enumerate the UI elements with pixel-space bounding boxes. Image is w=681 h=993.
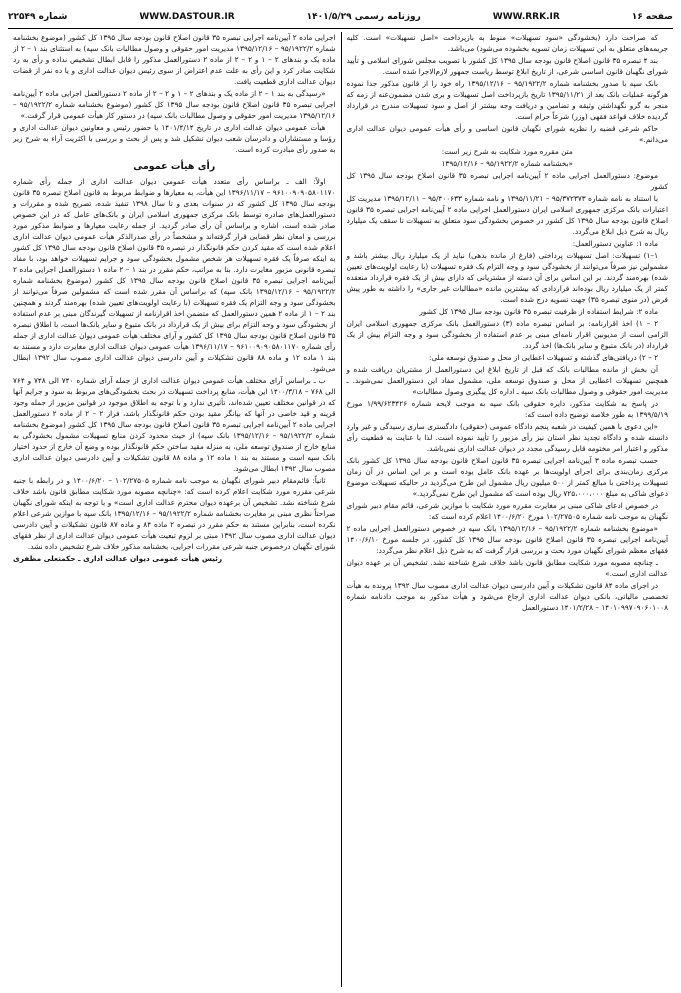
paragraph: «بخشنامه شماره ۹۵/۱۹۲۲/۲ – ۱۳۹۵/۱۲/۱۶ <box>441 159 573 168</box>
paragraph: حاکم شرعی قضیه را نظریه شورای نگهبان قانون اساسی و رأی هیأت عمومی دیوان عدالت اداری می‌دانم.» <box>346 124 668 144</box>
paragraph: در خصوص ادعای شاکی مبنی بر مغایرت مقرره مورد شکایت با موازین شرعی، قائم مقام دبیر شورای نگهبان به موجب نامه شماره ۱۰۲/۲۷۵۰۵ مورخ ۱۴۰۰/۶/۲۰ اعلام کرده است که: <box>346 501 668 521</box>
paragraph: «موضوع بخشنامه شماره ۹۵/۱۹۲۲/۲ – ۱۳۹۵/۱۲/۱۶ بانک سپه در خصوص دستورالعمل اجرایی ماده ۲ آیین‌نامه اجرایی تبصره ۳۵ قانون اصلاح قانون بودجه سال ۱۳۹۵ کل کشور، در جلسه مورخ ۱۴۰۰/۶/۱۰ فقهای معظم شورای نگهبان مورد بحث و بررسی قرار گرفت که به شرح ذیل اعلام نظر می‌گردد: <box>346 524 668 555</box>
paragraph: ماده ۱: عناوین دستورالعمل: <box>572 239 658 248</box>
left-column <box>8 32 341 987</box>
paragraph: ثانیاً: قائم‌مقام دبیر شورای نگهبان به موجب نامه شماره ۱۰۲/۲۷۵۰۵ – ۱۴۰۰/۶/۲۰ و در رابطه با جنبه شرعی مقرره مورد شکایت اعلام کرده است که: «چنانچه مصوبه مورد شکایت مطابق قانون باشد خلاف شرع شناخته نشد. تشخیص آن برعهده دیوان محترم عدالت اداری است» و با توجه به اینکه شورای نگهبان صراحتاً نظری مبنی بر مغایرت بخشنامه شماره ۹۵/۱۹۲۲/۲ – ۱۳۹۵/۱۲/۱۶ بانک سپه با موازین شرعی اعلام نکرده است، بنابراین مستند به حکم مقرر در تبصره ۲ ماده ۸۴ و ماده ۸۷ قانون تشکیلات و آیین دادرسی دیوان عدالت اداری مصوب سال ۱۳۹۲ مبنی بر لزوم تبعیت هیأت عمومی دیوان عدالت اداری از نظر فقهای شورای نگهبان درخصوص جنبه شرعی مقررات اجرایی، بخشنامه مذکور خلاف شرع تشخیص داده نشد. <box>13 476 336 551</box>
signature: رئیس هیأت عمومی دیوان عدالت اداری ـ حکمتعلی مظفری <box>13 554 223 563</box>
page-number: صفحه ۱۶ <box>631 12 673 22</box>
right-column <box>341 32 674 987</box>
paragraph: اولاً: الف ـ براساس رأی متعدد هیأت عمومی دیوان عدالت اداری از جمله رأی شماره ۹۶۱۰۰۹۰۹۰۵۸۰۱۱۷۰ – ۱۳۹۶/۱۱/۱۷ این هیأت، به معیارها و ضوابط مربوط به قانون اصلاح تبصره ۳۵ قانون بودجه سال ۱۳۹۵ کل کشور که در سنوات بعدی و تا سال ۱۳۹۸ تنفیذ شده، تصریح شده و مقررات و دستورالعمل‌های صادره توسط بانک مرکزی جمهوری اسلامی ایران و بانک‌های عامل که در این خصوص صادر شده است، اشاره و براساس آن رأی صادر گردید. از جمله رعایت معیارها و ضوابط مذکور مورد بررسی و امعان نظر قضایی قرار گرفته‌اند و مشخصاً در رأی صدرالذکر هیأت عمومی دیوان عدالت اداری اعلام شده است که مقید کردن حکم قانونگذار در تبصره ۳۵ قانون اصلاح قانون بودجه سال ۱۳۹۵ کل کشور به اینکه صرفاً یک فقره تسهیلات هر شخص مشمول بخشودگی سود و جرایم تسهیلات خواهد بود، با مفاد تبصره قانونی مزبور مغایرت دارد. بنا به مراتب، حکم مقرر در بند ۱ – ۲ ماده ۱ دستورالعمل اجرایی ماده ۲ آیین‌نامه اجرایی تبصره ۳۵ قانون اصلاح قانون بودجه سال ۱۳۹۵ کل کشور (موضوع بخشنامه شماره ۹۵/۱۹۲۲/۲ – ۱۳۹۵/۱۲/۱۶ بانک سپه) که براساس آن مقرر شده است که مشمولین صرفاً می‌توانند از بخشودگی سود و وجه التزام یک فقره تسهیلات (با رعایت اولویت‌های تعیین شده) بهره‌مند گردند و همچنین بند ۲ – ۱ از ماده ۲ همین دستورالعمل که متضمن اخذ اقرارنامه از تسهیلات گیرندگان مبنی بر عدم استفاده از بخشودگی سود و وجه التزام برای بیش از یک قرارداد در بانک متبوع و سایر بانک‌ها است، با اطلاق تبصره ۳۵ قانون اصلاح قانون بودجه سال ۱۳۹۵ کل کشور و آرای مختلف هیأت عمومی دیوان عدالت اداری از جمله رأی شماره ۹۶۱۰۰۹۰۹۰۵۸۰۱۱۷۰ – ۱۳۹۶/۱۱/۱۷ هیأت عمومی دیوان عدالت اداری مغایرت دارد و مستند به بند ۱ ماده ۱۲ و ماده ۸۸ قانون تشکیلات و آیین دادرسی دیوان عدالت اداری مصوب سال ۱۳۹۲ ابطال می‌شود. <box>13 177 336 373</box>
paragraph: ماده ۲: شرایط استفاده از ظرفیت تبصره ۳۵ قانون بودجه سال ۱۳۹۵ کل کشور <box>419 307 658 316</box>
paragraph: «رسیدگی به بند ۱ – ۲ از ماده یک و بندهای ۲ – ۱ و ۲ – ۲ از ماده ۲ دستورالعمل اجرایی ماده ۲ آیین‌نامه اجرایی تبصره ۳۵ قانون اصلاح قانون بودجه سال ۱۳۹۵ کل کشور (موضوع بخشنامه شماره ۹۵/۱۹۲۲/۲ – ۱۳۹۵/۱۲/۱۶ مدیریت امور حقوقی و وصول مطالبات بانک سپه) در دستور کار هیأت عمومی قرار گرفت.» <box>13 89 336 120</box>
paragraph: ۲ – ۲) دریافتی‌های گذشته و تسهیلات اعطایی از محل و صندوق توسعه ملی: <box>428 353 658 362</box>
paragraph: ـ چنانچه مصوبه مورد شکایت مطابق قانون باشد خلاف شرع شناخته نشد. تشخیص آن بر عهده دیوان عدالت اداری است.» <box>346 558 668 578</box>
paragraph: که صراحت دارد (بخشودگی «سود تسهیلات» منوط به بازپرداخت «اصل تسهیلات» است. کلیه جریمه‌های متعلق به این تسهیلات زمان تسویه بخشوده می‌شود) می‌باشد. <box>346 33 668 53</box>
paragraph: آن بخش از مانده مطالبات بانک که قبل از تاریخ ابلاغ این دستورالعمل از مشتریان دریافت شده و همچنین تسهیلات اعطایی از محل و صندوق توسعه ملی، مشمول مفاد این دستورالعمل نمی‌شوند. ـ مدیریت امور حقوقی و وصول مطالبات بانک سپه ـ اداره کل پیگیری وصول مطالبات» <box>346 365 668 396</box>
paragraph: هیأت عمومی دیوان عدالت اداری در تاریخ ۱۴۰۱/۴/۱۴ با حضور رئیس و معاونین دیوان عدالت اداری و رؤسا و مستشاران و دادرسان شعب دیوان تشکیل شد و پس از بحث و بررسی با اکثریت آراء به شرح زیر به صدور رأی مبادرت کرده است. <box>13 123 336 154</box>
paragraph: ۲ – ۱) اخذ اقرارنامه: بر اساس تبصره ماده (۳) دستورالعمل بانک مرکزی جمهوری اسلامی ایران الزامی است از مدیونین اقرار نامه‌ای مبنی بر عدم استفاده از بخشودگی سود و وجه التزام بیش از یک قرارداد (در بانک متبوع و سایر بانک‌ها) اخذ گردد. <box>346 319 668 350</box>
paragraph: موضوع: دستورالعمل اجرایی ماده ۲ آیین‌نامه اجرایی تبصره ۳۵ قانون اصلاح بودجه سال ۱۳۹۵ کل کشور <box>346 171 668 191</box>
site-link-rrk[interactable]: WWW.RRK.IR <box>492 12 560 22</box>
paragraph: ب ـ براساس آرای مختلف هیأت عمومی دیوان عدالت اداری از جمله آرای شماره ۷۴۰ الی ۷۴۸ و ۷۶۴ الی ۷۶۸ – ۱۴۰۰/۳/۱۸ این هیأت، منابع پرداخت تسهیلات در بحث بخشودگی‌های مربوط به سود و جرایم آنها که در قوانین مختلف تعیین شده‌اند، تأثیری ندارد و با توجه به اطلاق موجود در قوانین مزبور از جمله وجود قرینه و قید خاصی در آنها که بیانگر مقید بودن حکم قانونگذار باشد، فراز ۲ – ۲ از ماده ۲ دستورالعمل اجرایی ماده ۲ آیین‌نامه اجرایی تبصره ۳۵ قانون اصلاح قانون بودجه سال ۱۳۹۵ کل کشور (موضوع بخشنامه شماره ۹۵/۱۹۲۲/۲ – ۱۳۹۵/۱۲/۱۶ بانک سپه) از حیث محدود کردن منابع تسهیلات مشمول بخشودگی به منابع خارج از صندوق توسعه ملی، به منزله مقید ساختن حکم قانونگذار بوده و وضع آن خارج از حدود اختیار بانک سپه است و مستند به بند ۱ ماده ۱۲ و ماده ۸۸ قانون تشکیلات و آیین دادرسی دیوان عدالت اداری مصوب سال ۱۳۹۲ ابطال می‌شود. <box>13 376 336 473</box>
paragraph: بند ۴ تبصره ۳۵ قانون اصلاح قانون بودجه سال ۱۳۹۵ کل کشور با تصویب مجلس شورای اسلامی و تأیید شورای نگهبان قانون اساسی شرعی، از تاریخ ابلاغ توسط ریاست جمهور لازم‌الاجرا شده است. <box>346 56 668 76</box>
paragraph: در پاسخ به شکایت مذکور، دایره حقوقی بانک سپه به موجب لایحه شماره ۱/۹۹/۶۲۳۴۲۶ مورخ ۱۳۹۹/۵/۱۹ به طور خلاصه توضیح داده است که: <box>346 399 668 419</box>
article-columns <box>8 32 673 987</box>
paragraph: «این دعوی با همین کیفیت در شعبه پنجم دادگاه عمومی (حقوقی) دادگستری ساری رسیدگی و غیر وارد دانسته شده و دادگاه تجدید نظر استان نیز رأی مزبور را تأیید نموده است. لذا با عنایت به قطعیت رأی مذکور و اعتبار امر مختومه قابل رسیدگی مجدد در دیوان عدالت اداری نمی‌باشد. <box>346 422 668 453</box>
paragraph: متن مقرره مورد شکایت به شرح زیر است: <box>441 147 573 156</box>
issue-number: شماره ۲۲۵۴۹ <box>8 12 68 22</box>
site-link-dastour[interactable]: WWW.DASTOUR.IR <box>139 12 235 22</box>
page-header <box>8 6 673 29</box>
issue-title: روزنامه رسمی ۱۴۰۱/۵/۲۹ <box>306 12 421 22</box>
paragraph: اجرایی ماده ۲ آیین‌نامه اجرایی تبصره ۳۵ قانون اصلاح قانون بودجه سال ۱۳۹۵ کل کشور (موضوع بخشنامه شماره ۹۵/۱۹۲۲/۲ – ۱۳۹۵/۱۲/۱۶ مدیریت امور حقوقی و وصول مطالبات بانک سپه) به استثنای بند ۱ – ۲ از ماده یک و بندهای ۲ – ۱ و ۲ – ۲ از ماده ۲ دستورالعمل مذکور را قابل ابطال تشخیص نداده و رأی به رد شکایت صادر کرد و این رأی به علت عدم اعتراض از سوی رئیس دیوان عدالت اداری و یا ده نفر از قضات دیوان عدالت اداری قطعیت یافت. <box>13 33 336 86</box>
paragraph: حسب تبصره ماده ۳ آیین‌نامه اجرایی تبصره ۳۵ قانون اصلاح قانون بودجه سال ۱۳۹۵ کل کشور بانک مرکزی زمان‌بندی برای اجرای اولویت‌ها بر عهده بانک عامل بوده است و بر این اساس در آن زمان تسهیلات پرداختی با مبالغ کمتر از ۵۰۰ میلیون ریال مشمول این طرح می‌گردید در حالیکه تسهیلات موضوع دعوای شاکی به مبلغ ۷۲۵،۰۰۰،۰۰۰ ریال بوده است که مشمول این طرح نمی‌گردید.» <box>346 456 668 498</box>
paragraph: بانک سپه با صدور بخشنامه شماره ۹۵/۱۹۲۲/۲ – ۱۳۹۵/۱۲/۱۶ راه خود را از قانون مذکور جدا نموده هرگونه عملیات بانک بعد از ۱۳۹۵/۱۱/۲۱ تاریخ بازپرداخت اصل تسهیلات و بری شدن مضمون‌عنه از زمه که منجر به گرو نگهداشتن وثیقه و تضامین و دریافت وجه بیشتر از اصل و سود تسهیلات مندرج در قرارداد گردیده خلاف قواعد فقهی (وزر) شرعاً حرام است. <box>346 79 668 121</box>
paragraph: ۱–۱) تسهیلات: اصل تسهیلات پرداختی (فارغ از مانده بدهی) نباید از یک میلیارد ریال بیشتر باشد و مشمولین نیز صرفاً می‌توانند از بخشودگی سود و وجه التزام یک فقره تسهیلات (با رعایت اولویت‌های تعیین شده) بهره‌مند گردند. بر این اساس برای آن دسته از مشتریانی که دارای بیش از یک فقره قرارداد منعقده کمتر از یک میلیارد ریال بوده‌اند قراردادی که بیشترین مانده «مطالبات غیر جاری» را داشته به طور پیش فرض (در منوی تبصره ۳۵) جهت تسویه درج شده است. <box>346 251 668 304</box>
paragraph: با استناد به نامه شماره ۹۵/۳۷۲۳۷۳ – ۱۳۹۵/۱۱/۲۱ و نامه شماره ۹۵/۴۰۰۶۳۳ – ۱۳۹۵/۱۲/۱۱ مدیریت کل اعتبارات بانک مرکزی جمهوری اسلامی ایران دستورالعمل اجرایی ماده ۲ آیین‌نامه اجرایی تبصره ۳۵ قانون اصلاح قانون بودجه سال ۱۳۹۵ کل کشور در خصوص بخشودگی سود متعلق به تسهیلات تا سقف یک میلیارد ریال به شرح ذیل ابلاغ می‌گردد. <box>346 194 668 236</box>
ruling-title: رأی هیأت عمومی <box>133 161 216 172</box>
paragraph: در اجرای ماده ۸۴ قانون تشکیلات و آیین دادرسی دیوان عدالت اداری مصوب سال ۱۳۹۲ پرونده به هیأت تخصصی مالیاتی، بانکی دیوان عدالت اداری ارجاع می‌شود و هیأت مذکور به موجب دادنامه شماره ۱۴۰۱۰۹۹۷۰۹۰۶۰۱۰۰۸ – ۱۴۰۱/۲/۲۸ دستورالعمل <box>346 581 668 612</box>
